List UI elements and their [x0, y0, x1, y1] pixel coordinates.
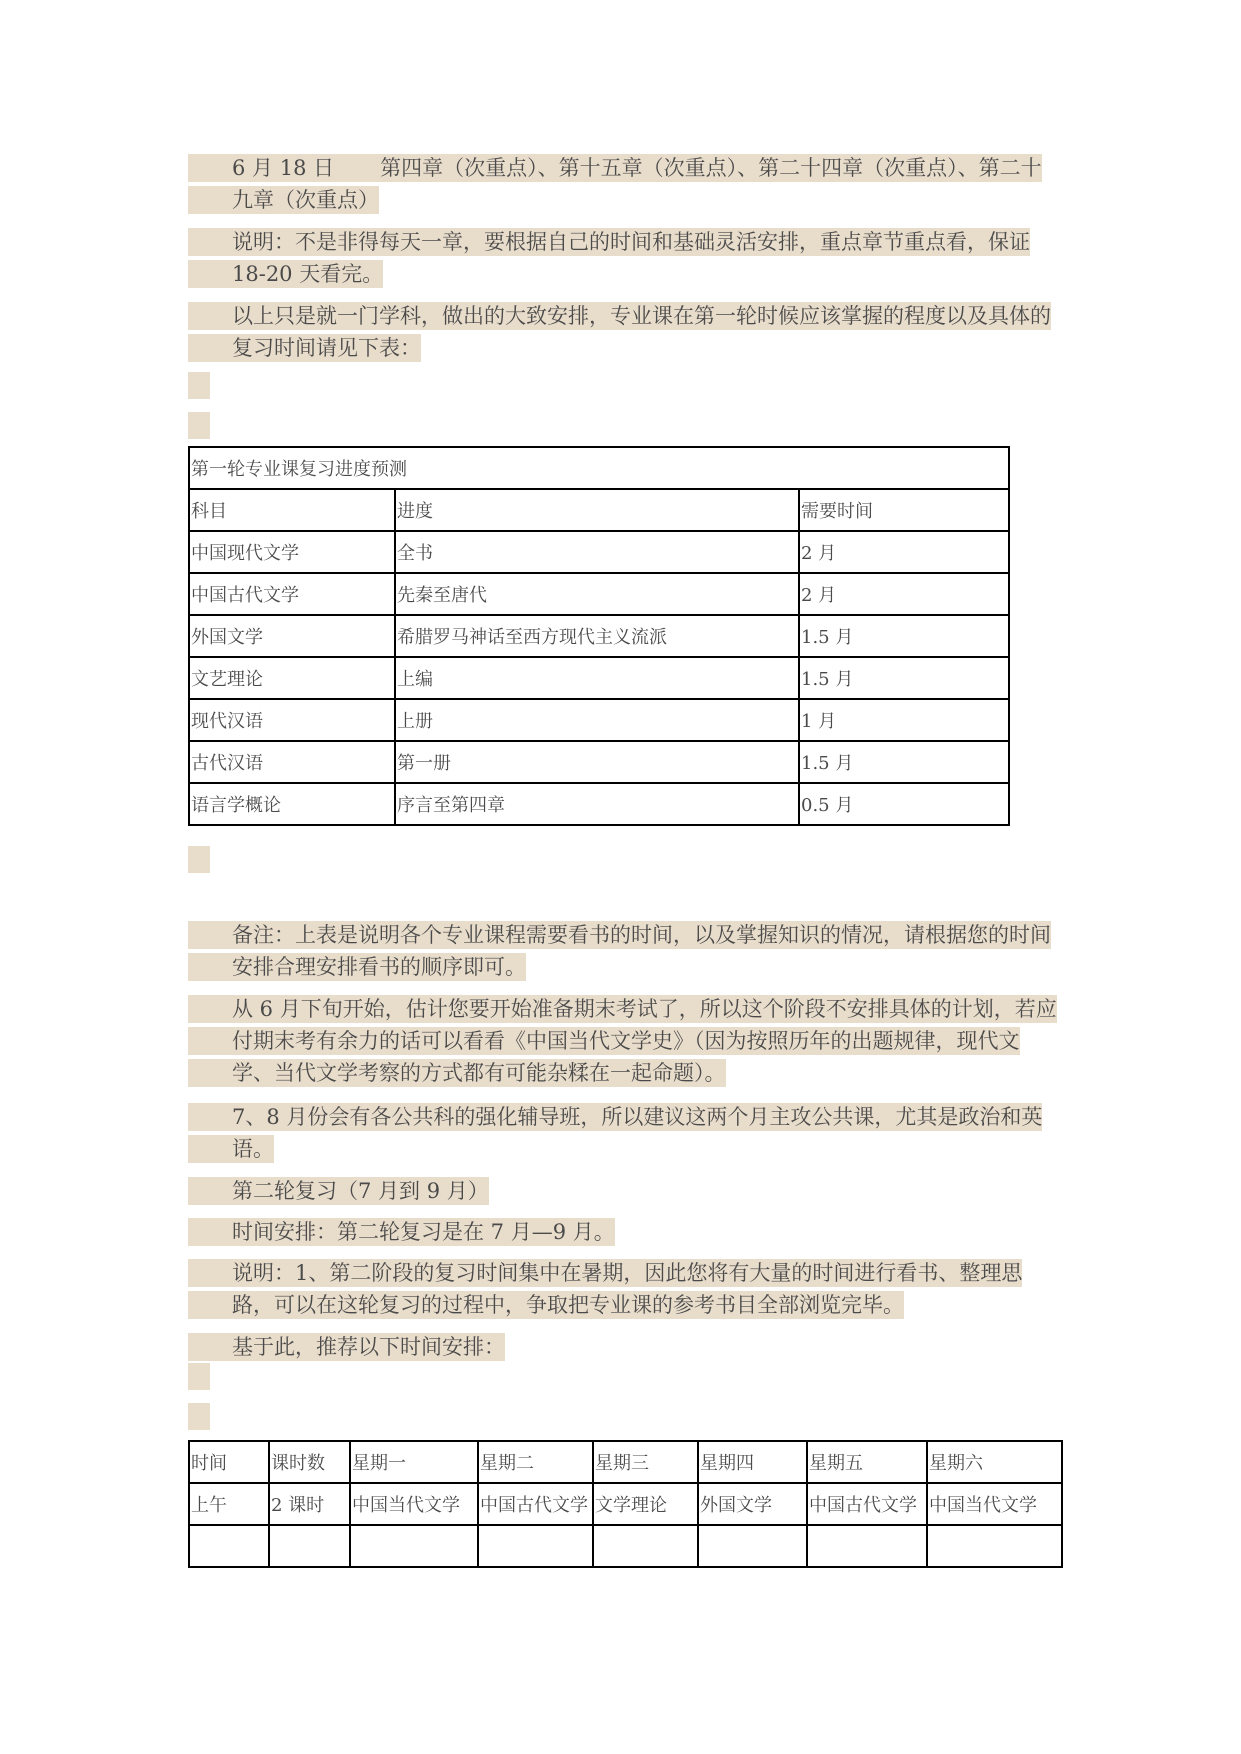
- empty-paragraph-marker: [188, 1403, 210, 1430]
- summer-class-paragraph: 7、8 月份会有各公共科的强化辅导班，所以建议这两个月主攻公共课，尤其是政治和英语。: [188, 1101, 1060, 1165]
- header-cell: 星期五: [807, 1441, 927, 1483]
- table-cell: [350, 1525, 478, 1567]
- subject-cell: 文艺理论: [189, 657, 395, 699]
- table-title-row: [189, 447, 1009, 489]
- weekly-schedule-table: [188, 1440, 1063, 1568]
- subject-cell: 外国文学: [189, 615, 395, 657]
- time-cell: 1 月: [799, 699, 1009, 741]
- table-cell: [189, 1525, 269, 1567]
- table-row: [189, 699, 1009, 741]
- table-header-row: [189, 1441, 1062, 1483]
- table-cell: 中国当代文学: [927, 1483, 1062, 1525]
- subject-cell: 古代汉语: [189, 741, 395, 783]
- progress-cell: 上册: [395, 699, 799, 741]
- empty-paragraph-marker: [188, 412, 210, 439]
- progress-cell: 上编: [395, 657, 799, 699]
- table-cell: [698, 1525, 807, 1567]
- table-row: [189, 531, 1009, 573]
- time-cell: 0.5 月: [799, 783, 1009, 825]
- note-paragraph: 说明：不是非得每天一章，要根据自己的时间和基础灵活安排，重点章节重点看，保证 18-20 天看完。: [188, 226, 1060, 290]
- time-cell: 2 月: [799, 531, 1009, 573]
- table-row: [189, 1483, 1062, 1525]
- header-cell: 课时数: [269, 1441, 350, 1483]
- time-arrangement-paragraph: 时间安排：第二轮复习是在 7 月—9 月。: [188, 1216, 1060, 1248]
- table-cell: 文学理论: [593, 1483, 698, 1525]
- schedule-line-june-18: [188, 152, 1060, 216]
- table-cell: [927, 1525, 1062, 1567]
- empty-paragraph-marker: [188, 372, 210, 399]
- header-cell: 星期六: [927, 1441, 1062, 1483]
- header-cell: 进度: [395, 489, 799, 531]
- table-cell: 中国古代文学: [478, 1483, 593, 1525]
- table-cell: 2 课时: [269, 1483, 350, 1525]
- table-title: 第一轮专业课复习进度预测: [189, 447, 1009, 489]
- time-cell: 1.5 月: [799, 741, 1009, 783]
- table-row: [189, 573, 1009, 615]
- second-round-note-paragraph: 说明：1、第二阶段的复习时间集中在暑期，因此您将有大量的时间进行看书、整理思路，可以在这轮复习的过程中，争取把专业课的参考书目全部浏览完毕。: [188, 1257, 1060, 1321]
- table-row: [189, 615, 1009, 657]
- table-cell: 上午: [189, 1483, 269, 1525]
- header-cell: 需要时间: [799, 489, 1009, 531]
- header-cell: 星期四: [698, 1441, 807, 1483]
- empty-paragraph-marker: [188, 846, 210, 873]
- table-intro-paragraph: 以上只是就一门学科，做出的大致安排，专业课在第一轮时候应该掌握的程度以及具体的复习时间请见下表：: [188, 300, 1060, 364]
- subject-cell: 中国现代文学: [189, 531, 395, 573]
- progress-cell: 希腊罗马神话至西方现代主义流派: [395, 615, 799, 657]
- empty-paragraph-marker: [188, 1363, 210, 1390]
- progress-cell: 序言至第四章: [395, 783, 799, 825]
- table-cell: 中国古代文学: [807, 1483, 927, 1525]
- late-june-paragraph: 从 6 月下旬开始，估计您要开始准备期末考试了，所以这个阶段不安排具体的计划，若应付期末考有余力的话可以看看《中国当代文学史》（因为按照历年的出题规律，现代文学、当代文学考察的方式都有可能杂糅在一起命题）。: [188, 993, 1060, 1089]
- progress-cell: 全书: [395, 531, 799, 573]
- table-cell: 外国文学: [698, 1483, 807, 1525]
- time-cell: 2 月: [799, 573, 1009, 615]
- time-cell: 1.5 月: [799, 657, 1009, 699]
- header-cell: 星期一: [350, 1441, 478, 1483]
- table-cell: [593, 1525, 698, 1567]
- remark-paragraph: 备注：上表是说明各个专业课程需要看书的时间，以及掌握知识的情况，请根据您的时间安排合理安排看书的顺序即可。: [188, 919, 1060, 983]
- table-cell: [478, 1525, 593, 1567]
- header-cell: 星期三: [593, 1441, 698, 1483]
- date-label: 6 月 18 日: [232, 156, 335, 180]
- chapter-list: 第四章（次重点）、第十五章（次重点）、第二十四章（次重点）、第二十九章（次重点）: [232, 156, 1042, 212]
- table-row: [189, 741, 1009, 783]
- table-row: [189, 657, 1009, 699]
- second-round-heading: 第二轮复习（7 月到 9 月）: [188, 1175, 1060, 1207]
- header-cell: 科目: [189, 489, 395, 531]
- subject-cell: 现代汉语: [189, 699, 395, 741]
- table-cell: [269, 1525, 350, 1567]
- subject-cell: 语言学概论: [189, 783, 395, 825]
- table-header-row: [189, 489, 1009, 531]
- table-cell: [807, 1525, 927, 1567]
- schedule-intro-paragraph: 基于此，推荐以下时间安排：: [188, 1331, 1060, 1363]
- table-cell: 中国当代文学: [350, 1483, 478, 1525]
- progress-cell: 先秦至唐代: [395, 573, 799, 615]
- time-cell: 1.5 月: [799, 615, 1009, 657]
- first-round-progress-table: [188, 446, 1010, 826]
- header-cell: 星期二: [478, 1441, 593, 1483]
- table-row: [189, 783, 1009, 825]
- subject-cell: 中国古代文学: [189, 573, 395, 615]
- progress-cell: 第一册: [395, 741, 799, 783]
- table-row: [189, 1525, 1062, 1567]
- header-cell: 时间: [189, 1441, 269, 1483]
